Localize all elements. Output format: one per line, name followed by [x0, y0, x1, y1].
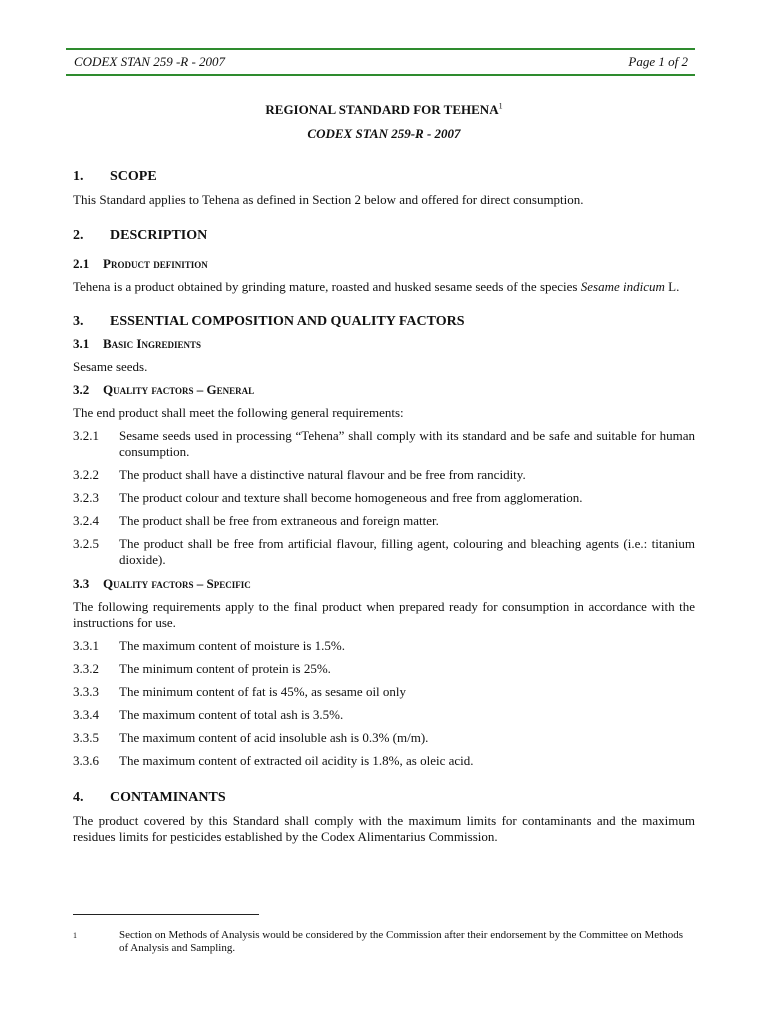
- footnote-separator: [73, 914, 259, 915]
- item-number: 3.2.2: [73, 467, 99, 482]
- list-item: [73, 638, 695, 654]
- scope-text: This Standard applies to Tehena as defined in Section 2 below and offered for direct consumption.: [73, 192, 584, 207]
- subsection-title: Quality factors – Specific: [103, 576, 251, 591]
- section-number: 4.: [73, 790, 84, 805]
- item-text: The product shall have a distinctive natural flavour and be free from rancidity.: [119, 467, 526, 482]
- document-body: [73, 102, 695, 845]
- item-number: 3.3.4: [73, 707, 99, 722]
- footnote: [73, 929, 683, 955]
- section-number: 1.: [73, 169, 84, 184]
- subsection-3-2-heading: [73, 382, 695, 398]
- section-number: 2.: [73, 228, 84, 243]
- footnote-text: Section on Methods of Analysis would be considered by the Commission after their endorsement by the Committee on Methods of Analysis and Sampling.: [119, 929, 683, 954]
- specific-requirements-list: [73, 638, 695, 769]
- subsection-number: 3.2: [73, 382, 90, 397]
- basic-ingredients-text: Sesame seeds.: [73, 359, 148, 374]
- header-page-number: Page 1 of 2: [628, 54, 688, 69]
- item-text: The minimum content of fat is 45%, as sesame oil only: [119, 684, 407, 699]
- species-name: Sesame indicum: [580, 279, 665, 294]
- item-text: The maximum content of acid insoluble ash is 0.3% (m/m).: [119, 730, 429, 745]
- item-text: The maximum content of extracted oil acidity is 1.8%, as oleic acid.: [119, 753, 474, 768]
- product-definition-text: [73, 279, 695, 295]
- list-item: [73, 753, 695, 769]
- list-item: [73, 707, 695, 723]
- list-item: [73, 661, 695, 677]
- list-item: [73, 730, 695, 746]
- item-number: 3.3.3: [73, 684, 99, 699]
- definition-text-end: L.: [664, 279, 680, 294]
- item-text: The maximum content of moisture is 1.5%.: [119, 638, 346, 653]
- running-header: [74, 54, 688, 70]
- list-item: [73, 536, 695, 568]
- subsection-3-1-heading: [73, 336, 695, 352]
- specific-requirements-intro: The following requirements apply to the final product when prepared ready for consumption in accordance with the instructions for use.: [73, 599, 695, 630]
- subsection-number: 2.1: [73, 256, 90, 271]
- section-title: SCOPE: [110, 169, 157, 184]
- subsection-number: 3.1: [73, 336, 90, 351]
- header-doc-code: CODEX STAN 259 -R - 2007: [74, 54, 226, 69]
- document-title: [73, 102, 695, 118]
- item-number: 3.2.5: [73, 536, 99, 551]
- subsection-number: 3.3: [73, 576, 90, 591]
- header-top-rule: [66, 48, 695, 50]
- item-number: 3.2.1: [73, 428, 99, 443]
- title-text: REGIONAL STANDARD FOR TEHENA: [265, 102, 499, 117]
- subsection-title: Quality factors – General: [103, 382, 255, 397]
- document-subtitle: CODEX STAN 259-R - 2007: [307, 126, 461, 141]
- item-number: 3.3.1: [73, 638, 99, 653]
- item-text: The product shall be free from extraneous and foreign matter.: [119, 513, 439, 528]
- section-title: DESCRIPTION: [110, 228, 208, 243]
- section-number: 3.: [73, 314, 84, 329]
- list-item: [73, 467, 695, 483]
- general-requirements-list: [73, 428, 695, 568]
- section-title: ESSENTIAL COMPOSITION AND QUALITY FACTORS: [110, 314, 465, 329]
- section-1-heading: [73, 169, 695, 185]
- item-number: 3.2.3: [73, 490, 99, 505]
- section-4-heading: [73, 790, 695, 806]
- subsection-2-1-heading: [73, 256, 695, 272]
- subsection-title: Product definition: [103, 256, 208, 271]
- section-3-heading: [73, 314, 695, 330]
- item-text: The minimum content of protein is 25%.: [119, 661, 331, 676]
- item-number: 3.3.2: [73, 661, 99, 676]
- subsection-title: Basic Ingredients: [103, 336, 202, 351]
- header-bottom-rule: [66, 74, 695, 76]
- list-item: [73, 513, 695, 529]
- section-2-heading: [73, 228, 695, 244]
- subsection-3-3-heading: [73, 576, 695, 592]
- item-text: The product shall be free from artificial flavour, filling agent, colouring and bleaching agents (i.e.: titanium dioxide).: [119, 536, 695, 567]
- section-title: CONTAMINANTS: [110, 790, 226, 805]
- list-item: [73, 490, 695, 506]
- title-footnote-ref: 1: [498, 101, 503, 111]
- list-item: [73, 428, 695, 460]
- item-text: Sesame seeds used in processing “Tehena” shall comply with its standard and be safe and suitable for human consumption.: [119, 428, 695, 459]
- contaminants-text: The product covered by this Standard shall comply with the maximum limits for contaminants and the maximum residues limits for pesticides established by the Codex Alimentarius Commission.: [73, 813, 695, 844]
- item-number: 3.3.5: [73, 730, 99, 745]
- footnote-mark: 1: [73, 931, 77, 940]
- item-number: 3.2.4: [73, 513, 99, 528]
- item-text: The product colour and texture shall become homogeneous and free from agglomeration.: [119, 490, 583, 505]
- general-requirements-intro: The end product shall meet the following general requirements:: [73, 405, 404, 420]
- definition-text-part: Tehena is a product obtained by grinding mature, roasted and husked sesame seeds of the species: [73, 279, 581, 294]
- list-item: [73, 684, 695, 700]
- item-text: The maximum content of total ash is 3.5%.: [119, 707, 344, 722]
- item-number: 3.3.6: [73, 753, 99, 768]
